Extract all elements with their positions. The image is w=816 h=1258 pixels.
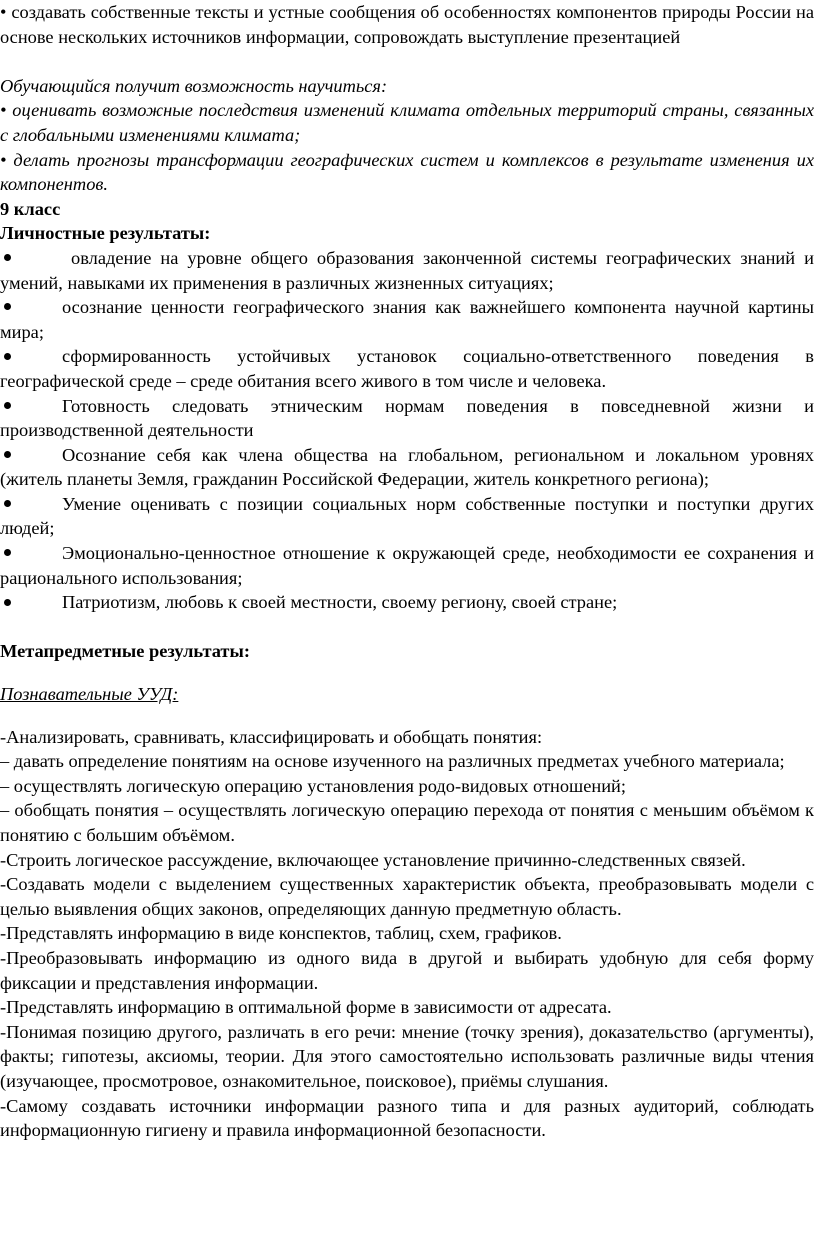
personal-item: Эмоционально-ценностное отношение к окружающей среде, необходимости ее сохранения и рационального использования;: [0, 543, 814, 588]
bullet-icon: [0, 344, 62, 369]
meta-line: -Представлять информацию в оптимальной форме в зависимости от адресата.: [0, 997, 612, 1018]
meta-line: -Преобразовывать информацию из одного вида в другой и выбирать удобную для себя форму фиксации и представления информации.: [0, 947, 814, 993]
meta-heading: Метапредметные результаты:: [0, 641, 250, 662]
intro-item: • создавать собственные тексты и устные сообщения об особенностях компонентов природы России на основе нескольких источников информации, сопровождать выступление презентацией: [0, 2, 814, 47]
meta-subheading: Познавательные УУД:: [0, 684, 179, 705]
blank-line: [0, 707, 814, 725]
personal-item: Осознание себя как члена общества на глобальном, региональном и локальном уровнях (житель планеты Земля, гражданин Российской Федерации, житель конкретного региона);: [0, 444, 814, 490]
meta-line: – обобщать понятия – осуществлять логическую операцию перехода от понятия с меньшим объёмом к понятию с большим объёмом.: [0, 800, 814, 845]
bullet-icon: [0, 295, 62, 320]
blank-line: [0, 49, 814, 74]
meta-line: -Представлять информацию в виде конспектов, таблиц, схем, графиков.: [0, 923, 562, 944]
personal-heading: Личностные результаты:: [0, 223, 211, 244]
personal-item: Патриотизм, любовь к своей местности, своему региону, своей стране;: [0, 590, 814, 615]
blank-line: [0, 664, 814, 682]
personal-item: сформированность устойчивых установок социально-ответственного поведения в географической среде – среде обитания всего живого в том числе и человека.: [0, 346, 814, 391]
meta-line: – осуществлять логическую операцию установления родо-видовых отношений;: [0, 775, 626, 796]
personal-item: овладение на уровне общего образования законченной системы географических знаний и умений, навыками их применения в различных жизненных ситуациях;: [0, 247, 814, 293]
blank-line: [0, 615, 814, 640]
grade-heading: 9 класс: [0, 198, 61, 219]
meta-line: -Понимая позицию другого, различать в его речи: мнение (точку зрения), доказательство (аргументы), факты; гипотезы, аксиомы, теории. Для этого самостоятельно использовать различные виды чтения (изучающее, просмотровое, ознакомительное, поисковое), приёмы слушания.: [0, 1021, 814, 1091]
personal-item: осознание ценности географического знания как важнейшего компонента научной картины мира;: [0, 297, 814, 342]
meta-line: – давать определение понятиям на основе изученного на различных предметах учебного материала;: [0, 751, 785, 772]
meta-line: -Самому создавать источники информации разного типа и для разных аудиторий, соблюдать информационную гигиену и правила информационной безопасности.: [0, 1095, 814, 1141]
opportunity-item: • оценивать возможные последствия изменений климата отдельных территорий страны, связанных с глобальными изменениями климата;: [0, 100, 814, 145]
meta-line: -Анализировать, сравнивать, классифицировать и обобщать понятия:: [0, 726, 543, 747]
opportunity-item: • делать прогнозы трансформации географических систем и комплексов в результате изменения их компонентов.: [0, 149, 814, 195]
personal-item: Умение оценивать с позиции социальных норм собственные поступки и поступки других людей;: [0, 493, 814, 539]
bullet-icon: [0, 246, 62, 271]
bullet-icon: [0, 541, 62, 566]
bullet-icon: [0, 492, 62, 517]
opportunity-heading: Обучающийся получит возможность научиться:: [0, 75, 388, 96]
bullet-icon: [0, 590, 62, 615]
meta-line: -Создавать модели с выделением существенных характеристик объекта, преобразовывать модели с целью выявления общих законов, определяющих данную предметную область.: [0, 874, 814, 919]
personal-item: Готовность следовать этническим нормам поведения в повседневной жизни и производственной деятельности: [0, 395, 814, 441]
meta-line: -Строить логическое рассуждение, включающее установление причинно-следственных связей.: [0, 849, 746, 870]
bullet-icon: [0, 394, 62, 419]
bullet-icon: [0, 443, 62, 468]
